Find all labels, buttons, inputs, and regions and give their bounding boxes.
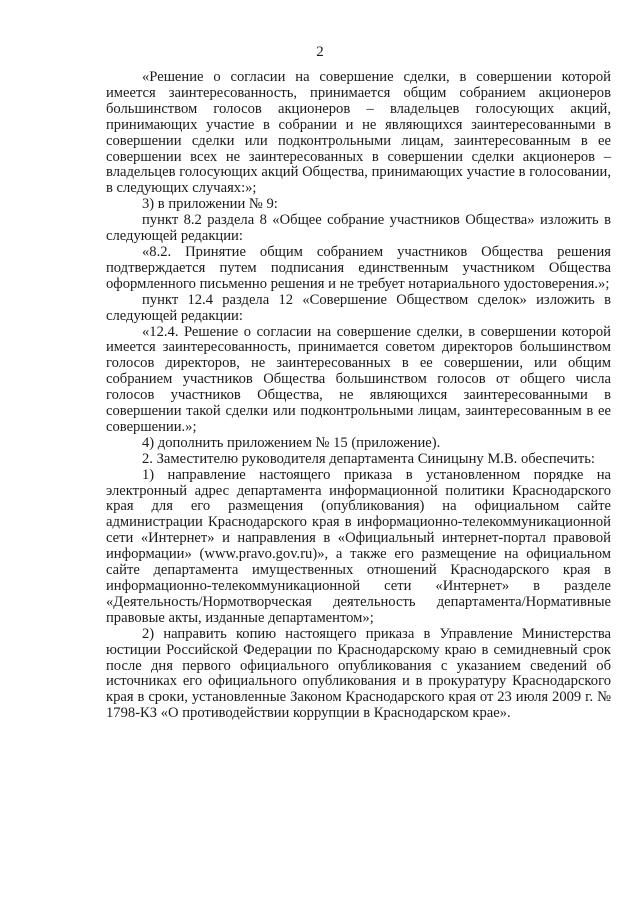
page-number: 2 [316, 44, 324, 60]
paragraph-clause-8-2-text: «8.2. Принятие общим собранием участников Общества решения подтверждается путем подписания единственным участником Общества оформленного письменно решения и не требует нотариального удостоверения.»; [106, 243, 611, 292]
paragraph-clause-12-4-intro: пункт 12.4 раздела 12 «Совершение Обществом сделок» изложить в следующей редакции: [106, 291, 611, 324]
paragraph-quote-shareholders: «Решение о согласии на совершение сделки, в совершении которой имеется заинтересованность, принимается общим собранием акционеров большинством голосов акционеров – владельцев голосующих акций, принимающих участие в собрании и не являющихся заинтересованными в совершении сделки или подконтрольными лицам, заинтересованным в ее совершении всех не заинтересованных в совершении сделки акционеров – владельцев голосующих акций Общества, принимающих участие в голосовании, в следующих случаях:»; [106, 69, 611, 197]
document-body [106, 70, 611, 722]
paragraph-section-2-item-2: 2) направить копию настоящего приказа в Управление Министерства юстиции Российской Федерации по Краснодарскому краю в семидневный срок после дня первого официального опубликования с указанием сведений об источниках его официального опубликования и в прокуратуру Краснодарского края в сроки, установленные Законом Краснодарского края от 23 июля 2009 г. № 1798-КЗ «О противодействии коррупции в Краснодарском крае». [106, 625, 611, 722]
paragraph-item-4: 4) дополнить приложением № 15 (приложение). [142, 434, 441, 451]
paragraph-section-2-item-1: 1) направление настоящего приказа в установленном порядке на электронный адрес департамента информационной политики Краснодарского края для его размещения (опубликования) на официальном сайте администрации Краснодарского края в информационно-телекоммуникационной сети «Интернет» и направления в «Официальный интернет-портал правовой информации» (www.pravo.gov.ru)», а также его размещение на официальном сайте департамента имущественных отношений Краснодарского края в информационно-телекоммуникационной сети «Интернет» в разделе «Деятельность/Нормотворческая деятельность департамента/Нормативные правовые акты, изданные департаментом»; [106, 466, 611, 626]
paragraph-section-2: 2. Заместителю руководителя департамента Синицыну М.В. обеспечить: [142, 450, 595, 467]
paragraph-item-3: 3) в приложении № 9: [142, 196, 278, 213]
paragraph-clause-8-2-intro: пункт 8.2 раздела 8 «Общее собрание участников Общества» изложить в следующей редакции: [106, 212, 611, 245]
paragraph-clause-12-4-text: «12.4. Решение о согласии на совершение сделки, в совершении которой имеется заинтересованность, принимается советом директоров большинством голосов директоров, не заинтересованных в ее совершении, или общим собранием участников Общества большинством голосов от общего числа голосов участников Общества, не являющихся заинтересованными в совершении такой сделки или подконтрольными лицам, заинтересованным в ее совершении.»; [106, 323, 611, 435]
